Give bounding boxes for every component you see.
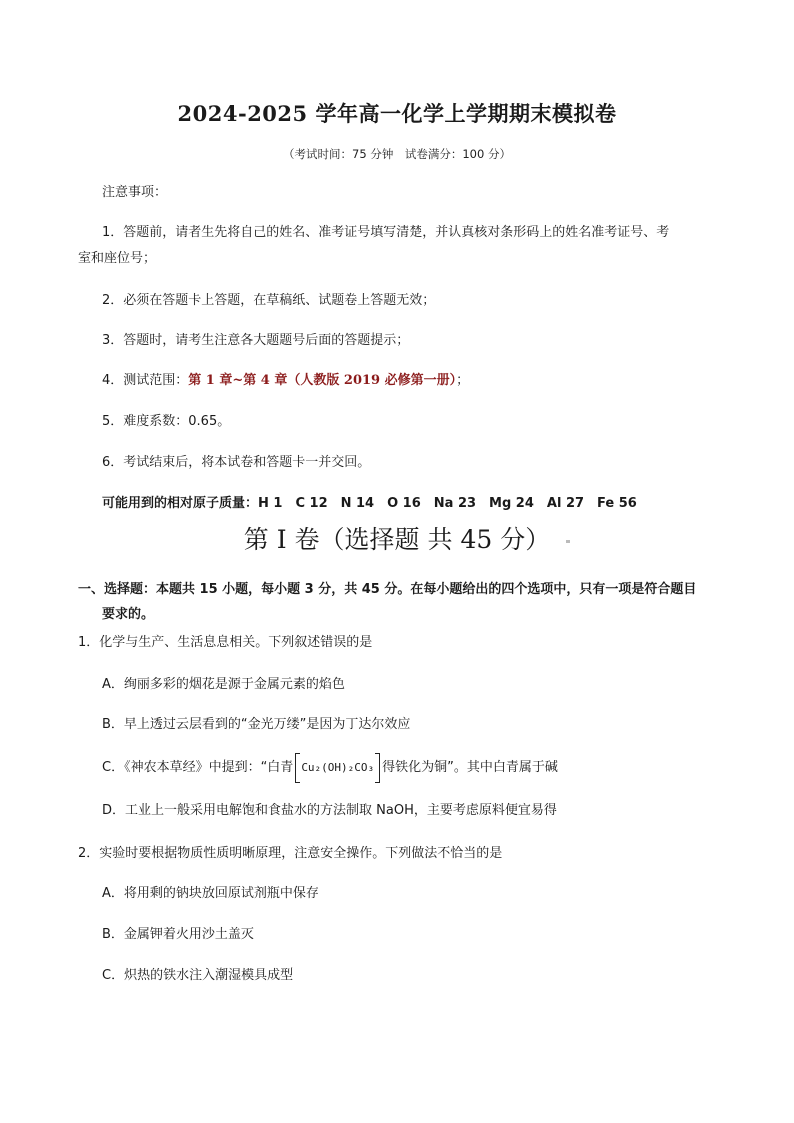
- question-1-option-b: B．早上透过云层看到的“金光万缕”是因为丁达尔效应: [102, 717, 411, 732]
- notice-item-3: 3．答题时，请考生注意各大题题号后面的答题提示；: [102, 333, 410, 348]
- question-1-option-a: A．绚丽多彩的烟花是源于金属元素的焰色: [102, 677, 345, 692]
- exam-title: 2024-2025 学年高一化学上学期期末模拟卷: [177, 101, 617, 126]
- part-one-intro: 一、选择题：本题共 15 小题，每小题 3 分，共 45 分。在每小题给出的四个选项中，只有一项是符合题目: [78, 582, 697, 597]
- notice-item-4-end: ；: [456, 373, 470, 388]
- notice-item-6: 6．考试结束后，将本试卷和答题卡一并交回。: [102, 455, 371, 470]
- question-2-stem: 2．实验时要根据物质性质明晰原理，注意安全操作。下列做法不恰当的是: [78, 846, 503, 861]
- question-2-option-a: A．将用剩的钠块放回原试剂瓶中保存: [102, 886, 319, 901]
- exam-subtitle: （考试时间：75 分钟 试卷满分：100 分）: [283, 147, 511, 161]
- option-c-prefix: C．《神农本草经》中提到：“白青: [102, 760, 294, 775]
- question-1-option-c: [102, 757, 558, 779]
- notice-item-4-label: 4．测试范围：: [102, 373, 189, 388]
- question-1-option-d: D．工业上一般采用电解饱和食盐水的方法制取 NaOH，主要考虑原料便宜易得: [102, 803, 557, 818]
- notice-heading: 注意事项：: [102, 185, 168, 200]
- basic-copper-carbonate-formula: Cu₂(OH)₂CO₃: [295, 757, 380, 779]
- section-title: 第 I 卷（选择题 共 45 分）: [243, 525, 551, 554]
- notice-item-1: 1．答题前，请者生先将自己的姓名、准考证号填写清楚，并认真核对条形码上的姓名准考证号、考: [102, 225, 670, 240]
- notice-item-1-cont: 室和座位号；: [78, 251, 157, 266]
- decorative-mark: [566, 540, 570, 543]
- question-1-stem: 1．化学与生产、生活息息相关。下列叙述错误的是: [78, 635, 373, 650]
- notice-item-5: 5．难度系数：0.65。: [102, 414, 231, 429]
- option-c-suffix: 得铁化为铜”。其中白青属于碱: [382, 760, 558, 775]
- test-range: 第 1 章~第 4 章（人教版 2019 必修第一册）: [188, 373, 457, 388]
- notice-item-4: [102, 370, 722, 392]
- notice-item-2: 2．必须在答题卡上答题，在草稿纸、试题卷上答题无效；: [102, 293, 436, 308]
- question-2-option-c: C．炽热的铁水注入潮湿模具成型: [102, 968, 294, 983]
- part-one-intro-cont: 要求的。: [102, 607, 155, 622]
- question-2-option-b: B．金属钾着火用沙土盖灭: [102, 927, 254, 942]
- atomic-masses: 可能用到的相对原子质量：H 1 C 12 N 14 O 16 Na 23 Mg 24 Al 27 Fe 56: [102, 496, 637, 511]
